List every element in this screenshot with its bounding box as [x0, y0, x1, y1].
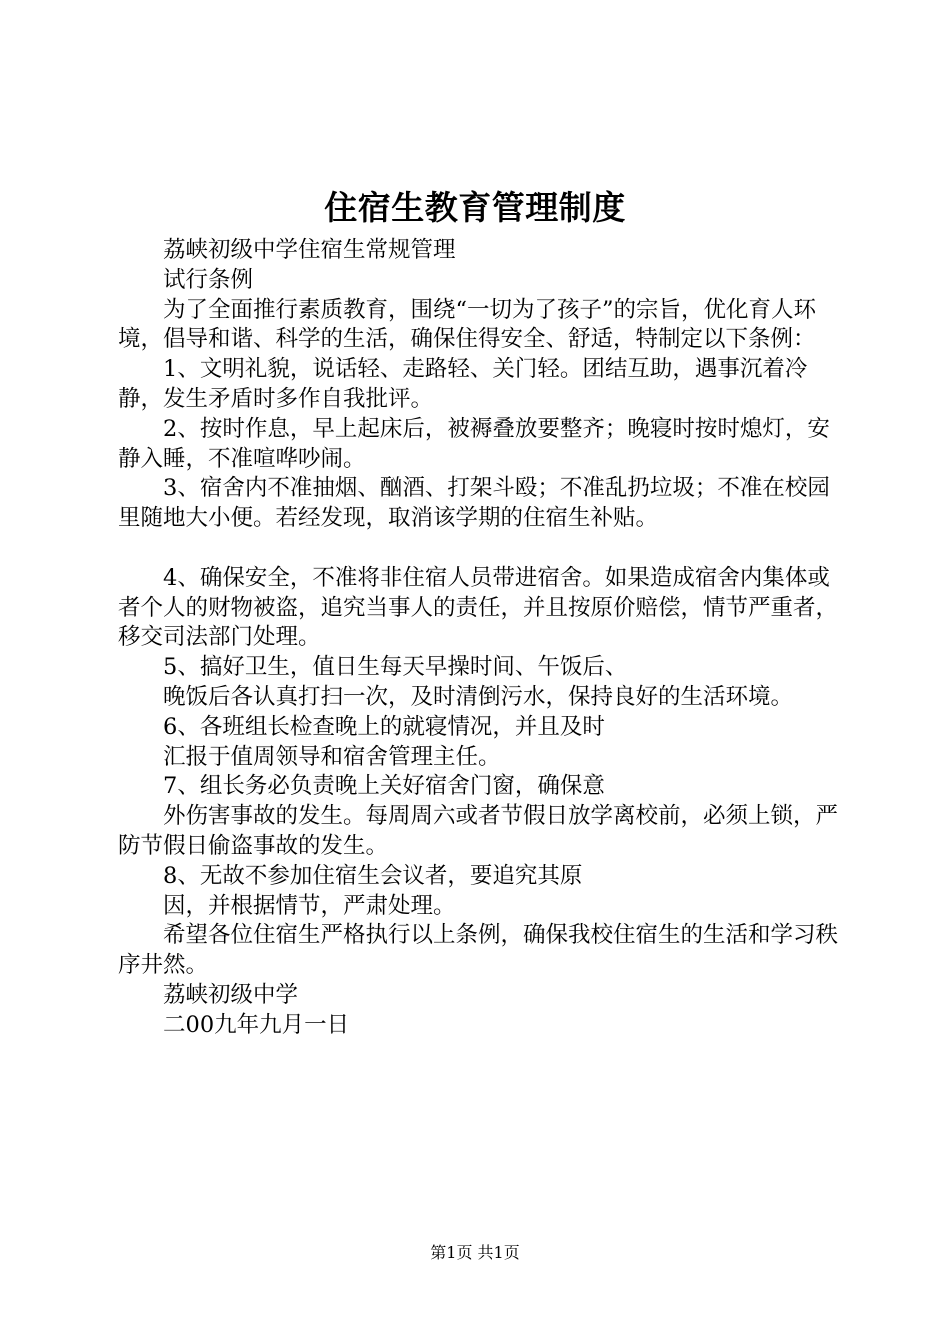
- paragraph-school-header: 荔峡初级中学住宿生常规管理: [163, 237, 456, 263]
- paragraph-rule-7: 7、组长务必负责晚上关好宿舍门窗，确保意: [163, 773, 605, 800]
- paragraph-rule-8: 8、无故不参加住宿生会议者，要追究其原: [163, 862, 583, 889]
- paragraph-rule-1: 1、文明礼貌，说话轻、走路轻、关门轻。团结互助，遇事沉着冷静，发生矛盾时多作自我批评。: [118, 356, 808, 412]
- paragraph-intro: 为了全面推行素质教育，围绕“一切为了孩子”的宗旨，优化育人环境，倡导和谐、科学的生活，确保住得安全、舒适，特制定以下条例：: [118, 296, 817, 353]
- paragraph-rule-2: 2、按时作息，早上起床后，被褥叠放要整齐；晚寝时按时熄灯，安静入睡，不准喧哗吵闹。: [118, 415, 830, 472]
- paragraph-closing: 希望各位住宿生严格执行以上条例，确保我校住宿生的生活和学习秩序井然。: [118, 922, 839, 979]
- paragraph-signature-school: 荔峡初级中学: [163, 981, 299, 1008]
- paragraph-rule-5-cont: 晚饭后各认真打扫一次，及时清倒污水，保持良好的生活环境。: [163, 683, 794, 710]
- paragraph-rule-6-cont: 汇报于值周领导和宿舍管理主任。: [163, 743, 501, 770]
- paragraph-rule-7-cont: 外伤害事故的发生。每周周六或者节假日放学离校前，必须上锁，严防节假日偷盗事故的发生。: [118, 803, 839, 859]
- paragraph-signature-date: 二00九年九月一日: [163, 1011, 350, 1038]
- paragraph-rule-5: 5、搞好卫生，值日生每天早操时间、午饭后、: [163, 654, 628, 681]
- paragraph-rule-3: 3、宿舍内不准抽烟、酗酒、打架斗殴；不准乱扔垃圾；不准在校园里随地大小便。若经发现，取消该学期的住宿生补贴。: [118, 475, 830, 532]
- paragraph-trial-regulations: 试行条例: [163, 266, 254, 293]
- document-title: 住宿生教育管理制度: [324, 188, 626, 227]
- paragraph-rule-8-cont: 因，并根据情节，严肃处理。: [163, 892, 456, 919]
- paragraph-rule-6: 6、各班组长检查晚上的就寝情况，并且及时: [163, 713, 605, 740]
- paragraph-rule-4: 4、确保安全，不准将非住宿人员带进宿舍。如果造成宿舍内集体或者个人的财物被盗，追究当事人的责任，并且按原价赔偿，情节严重者，移交司法部门处理。: [118, 564, 839, 651]
- page-number-footer: 第1页 共1页: [430, 1243, 520, 1262]
- blank-line: [118, 534, 848, 564]
- document-body: [118, 236, 848, 1041]
